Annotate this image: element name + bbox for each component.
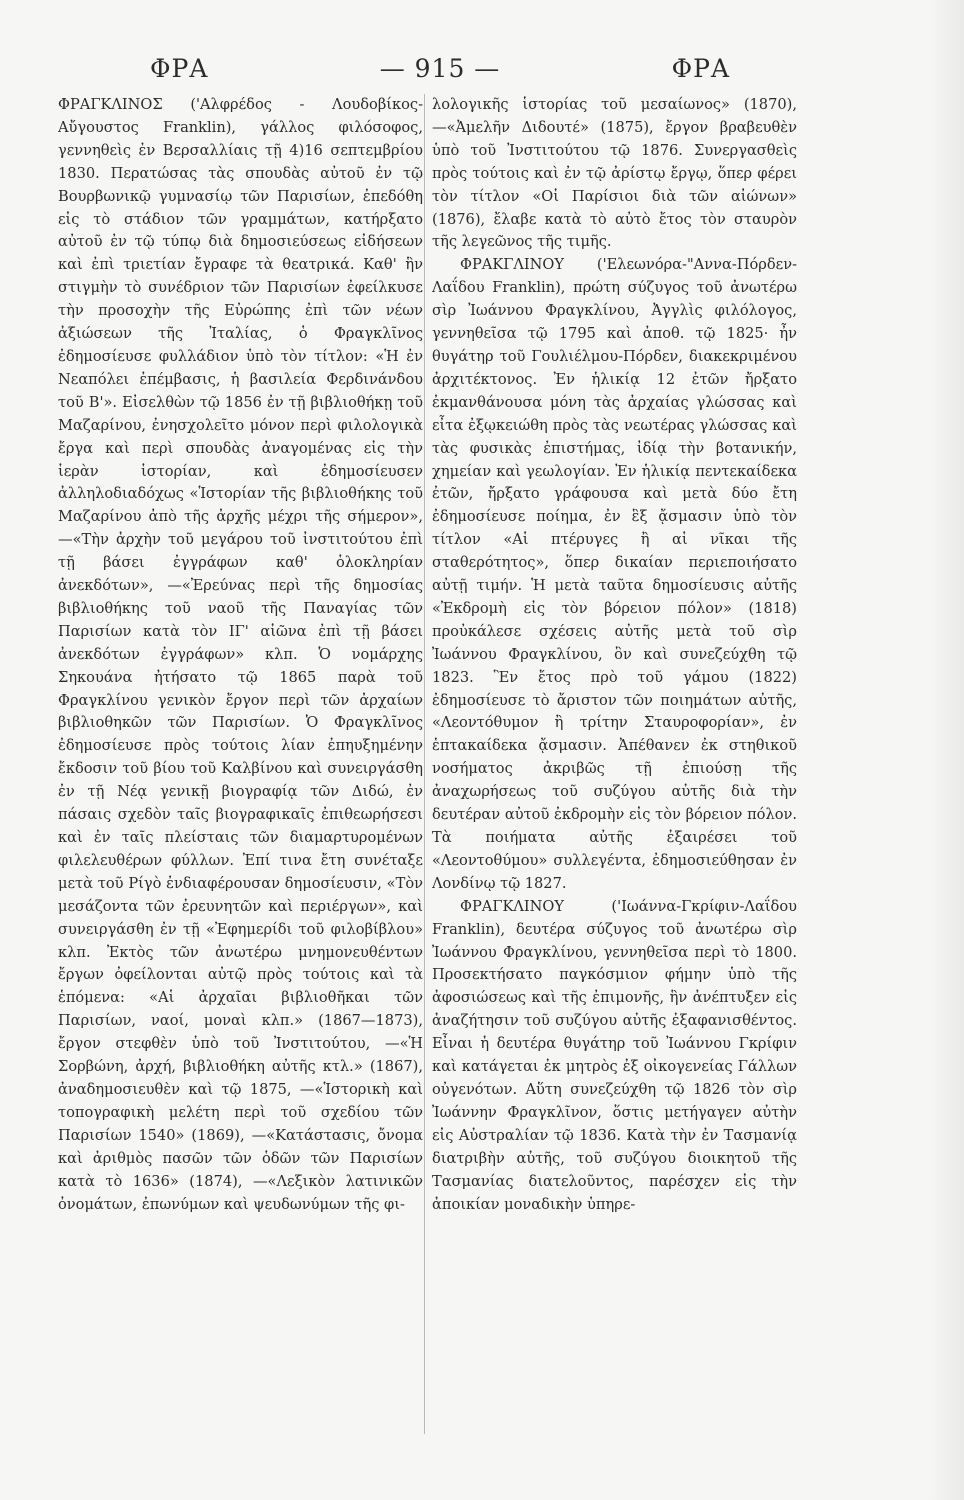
page-edge-shadow xyxy=(928,0,964,1500)
page-number: — 915 — xyxy=(379,53,501,83)
header-right-guide-word: ΦΡΑ xyxy=(671,53,730,83)
entry-text: ΦΡΑΓΚΛΙΝΟΥ ('Ιωάννα-Γκρίφιν-Λαΐδου Franklin), δευτέρα σύζυγος τοῦ ἀνωτέρω σὶρ Ἰωάννου Φραγκλίνου, γεννηθεῖσα περὶ τὸ 1800. Προσεκτήσατο παγκόσμιον φήμην ὑπὸ τῆς ἀφοσιώσεως καὶ τῆς ἐπιμονῆς, ἣν ἀνέπτυξεν εἰς ἀναζήτησιν τοῦ συζύγου αὐτῆς ἐξαφανισθέντος. Εἶναι ἡ δευτέρα θυγάτηρ τοῦ Ἰωάννου Γκρίφιν καὶ κατάγεται ἐκ μητρὸς ἐξ οἰκογενείας Γάλλων οὐγενότων. Αὕτη συνεζεύχθη τῷ 1826 τὸν σὶρ Ἰωάννην Φραγκλῖνον, ὅστις μετήγαγεν αὐτὴν εἰς Αὐστραλίαν τῷ 1836. Κατὰ τὴν ἐν Τασμανίᾳ διατριβὴν αὐτῆς, τοῦ συζύγου διοικητοῦ τῆς Τασμανίας διατελοῦντος, παρέσχεν εἰς τὴν ἀποικίαν μοναδικὴν ὑπηρε- xyxy=(432,897,797,1213)
right-column xyxy=(432,94,797,1434)
left-column xyxy=(58,94,423,1434)
entry-continuation: λολογικῆς ἱστορίας τοῦ μεσαίωνος» (1870), —«Ἀμελῆν Διδουτέ» (1875), ἔργον βραβευθὲν ὑπὸ τοῦ Ἰνστιτούτου τῷ 1876. Συνεργασθεὶς πρὸς τούτοις καὶ ἐν τῷ ἀρίστῳ ἔργῳ, ὅπερ φέρει τὸν τίτλον «Οἱ Παρίσιοι διὰ τῶν αἰώνων» (1876), ἔλαβε κατὰ τὸ αὐτὸ ἔτος τὸν σταυρὸν τῆς λεγεῶνος τῆς τιμῆς. xyxy=(432,96,797,251)
entry-text: ΦΡΑΓΚΛΙΝΟΣ ('Αλφρέδος - Λουδοβίκος-Αὔγουστος Franklin), γάλλος φιλόσοφος, γεννηθεὶς ἐν Βερσαλλίαις τῇ 4)16 σεπτεμβρίου 1830. Περατώσας τὰς σπουδὰς αὐτοῦ ἐν τῷ Βουρβωνικῷ γυμνασίῳ τῶν Παρισίων, ἐπεδόθη εἰς τὸ στάδιον τῶν γραμμάτων, κατήρξατο αὐτοῦ ἐν τῷ τύπῳ διὰ δημοσιεύσεως εἰδήσεων καὶ ἐπὶ τριετίαν ἔγραφε τὰ θεατρικά. Καθ' ἣν στιγμὴν τὸ συνέδριον τῶν Παρισίων ἐφείλκυσε τὴν προσοχὴν τῆς Εὐρώπης ἐπὶ τῶν νέων ἀξιώσεων τῆς Ἰταλίας, ὁ Φραγκλῖνος ἐδημοσίευσε φυλλάδιον ὑπὸ τὸν τίτλον: «Ἡ ἐν Νεαπόλει ἐπέμβασις, ἡ βασιλεία Φερδινάνδου τοῦ Β'». Εἰσελθὼν τῷ 1856 ἐν τῇ βιβλιοθήκῃ τοῦ Μαζαρίνου, ἐνησχολεῖτο μόνον περὶ φιλολογικὰ ἔργα καὶ περὶ σπουδὰς ἀναγομένας εἰς τὴν ἱερὰν ἱστορίαν, καὶ ἐδημοσίευσεν ἀλληλοδιαδόχως «Ἱστορίαν τῆς βιβλιοθήκης τοῦ Μαζαρίνου ἀπὸ τῆς ἀρχῆς μέχρι τῆς σήμερον», —«Τὴν ἀρχὴν τοῦ μεγάρου τοῦ ἰνστιτούτου ἐπὶ τῇ βάσει ἐγγράφων καθ' ὁλοκληρίαν ἀνεκδότων», —«Ἐρεύνας περὶ τῆς δημοσίας βιβλιοθήκης τοῦ ναοῦ τῆς Παναγίας τῶν Παρισίων κατὰ τὸν ΙΓ' αἰῶνα ἐπὶ τῇ βάσει ἀνεκδότων ἐγγράφων» κλπ. Ὁ νομάρχης Σηκουάνα ἠτήσατο τῷ 1865 παρὰ τοῦ Φραγκλίνου γενικὸν ἔργον περὶ τῶν ἀρχαίων βιβλιοθηκῶν τῶν Παρισίων. Ὁ Φραγκλῖνος ἐδημοσίευσε πρὸς τούτοις λίαν ἐπηυξημένην ἔκδοσιν τοῦ βίου τοῦ Καλβίνου καὶ συνειργάσθη ἐν τῇ Νέᾳ γενικῇ βιογραφίᾳ τῶν Διδώ, ἐν πάσαις σχεδὸν ταῖς βιογραφικαῖς ἐπιθεωρήσεσι καὶ ἐν ταῖς πλείσταις τῶν διαμαρτυρομένων φιλελευθέρων φύλλων. Ἐπί τινα ἔτη συνέταξε μετὰ τοῦ Ρίγὸ ἐνδιαφέρουσαν δημοσίευσιν, «Τὸν μεσάζοντα τῶν ἐρευνητῶν καὶ περιέργων», καὶ συνειργάσθη ἐν τῇ «Ἐφημερίδι τοῦ φιλοβίβλου» κλπ. Ἐκτὸς τῶν ἀνωτέρω μνημονευθέντων ἔργων ὀφείλονται αὐτῷ πρὸς τούτοις καὶ τὰ ἑπόμενα: «Αἱ ἀρχαῖαι βιβλιοθῆκαι τῶν Παρισίων, ναοί, μοναὶ κλπ.» (1867—1873), ἔργον στεφθὲν ὑπὸ τοῦ Ἰνστιτούτου, —«Ἡ Σορβώνη, ἀρχή, βιβλιοθήκη αὐτῆς κτλ.» (1867), ἀναδημοσιευθὲν καὶ τῷ 1875, —«Ἱστορικὴ καὶ τοπογραφικὴ μελέτη περὶ τοῦ σχεδίου τῶν Παρισίων 1540» (1869), —«Κατάστασις, ὄνομα καὶ ἀριθμὸς πασῶν τῶν ὁδῶν τῶν Παρισίων κατὰ τὸ 1636» (1874), —«Λεξικὸν λατινικῶν ὀνομάτων, ἐπωνύμων καὶ ψευδωνύμων τῆς φι- xyxy=(58,96,423,1213)
running-header xyxy=(150,48,730,88)
entry-text: ΦΡΑΚΓΛΙΝΟΥ ('Ελεωνόρα-"Αννα-Πόρδεν-Λαΐδου Franklin), πρώτη σύζυγος τοῦ ἀνωτέρω σὶρ Ἰωάννου Φραγκλίνου, Ἀγγλὶς φιλόλογος, γεννηθεῖσα τῷ 1795 καὶ ἀποθ. τῷ 1825· ἦν θυγάτηρ τοῦ Γουλιέλμου-Πόρδεν, διακεκριμένου ἀρχιτέκτονος. Ἐν ἡλικίᾳ 12 ἐτῶν ἤρξατο ἐκμανθάνουσα μόνη τὰς ἀρχαίας γλώσσας καὶ εἶτα ἐξῳκειώθη πρὸς τὰς νεωτέρας γλώσσας καὶ τὰς φυσικὰς ἐπιστήμας, ἰδίᾳ τὴν βοτανικήν, χημείαν καὶ γεωλογίαν. Ἐν ἡλικίᾳ πεντεκαίδεκα ἐτῶν, ἤρξατο γράφουσα καὶ μετὰ δύο ἔτη ἐδημοσίευσε ποίημα, ἐν ἓξ ᾄσμασιν ὑπὸ τὸν τίτλον «Αἱ πτέρυγες ἢ αἱ νῖκαι τῆς σταθερότητος», ὅπερ δικαίαν περιεποιήσατο αὐτῇ τιμήν. Ἡ μετὰ ταῦτα δημοσίευσις αὐτῆς «Ἐκδρομὴ εἰς τὸν βόρειον πόλον» (1818) προὐκάλεσε σχέσεις αὐτῆς μετὰ τοῦ σὶρ Ἰωάννου Φραγκλίνου, ὃν καὶ συνεζεύχθη τῷ 1823. Ἓν ἔτος πρὸ τοῦ γάμου (1822) ἐδημοσίευσε τὸ ἄριστον τῶν ποιημάτων αὐτῆς, «Λεοντόθυμον ἢ τρίτην Σταυροφορίαν», ἐν ἑπτακαίδεκα ᾄσμασιν. Ἀπέθανεν ἐκ στηθικοῦ νοσήματος ἀκριβῶς τῇ ἐπιούσῃ τῆς ἀναχωρήσεως τοῦ συζύγου αὐτῆς διὰ τὴν δευτέραν αὐτοῦ ἐκδρομὴν εἰς τὸν βόρειον πόλον. Τὰ ποιήματα αὐτῆς ἐξαιρέσει τοῦ «Λεοντοθύμου» συλλεγέντα, ἐδημοσιεύθησαν ἐν Λονδίνῳ τῷ 1827. xyxy=(432,256,797,892)
header-left-guide-word: ΦΡΑ xyxy=(150,53,209,83)
column-divider xyxy=(424,94,425,1434)
